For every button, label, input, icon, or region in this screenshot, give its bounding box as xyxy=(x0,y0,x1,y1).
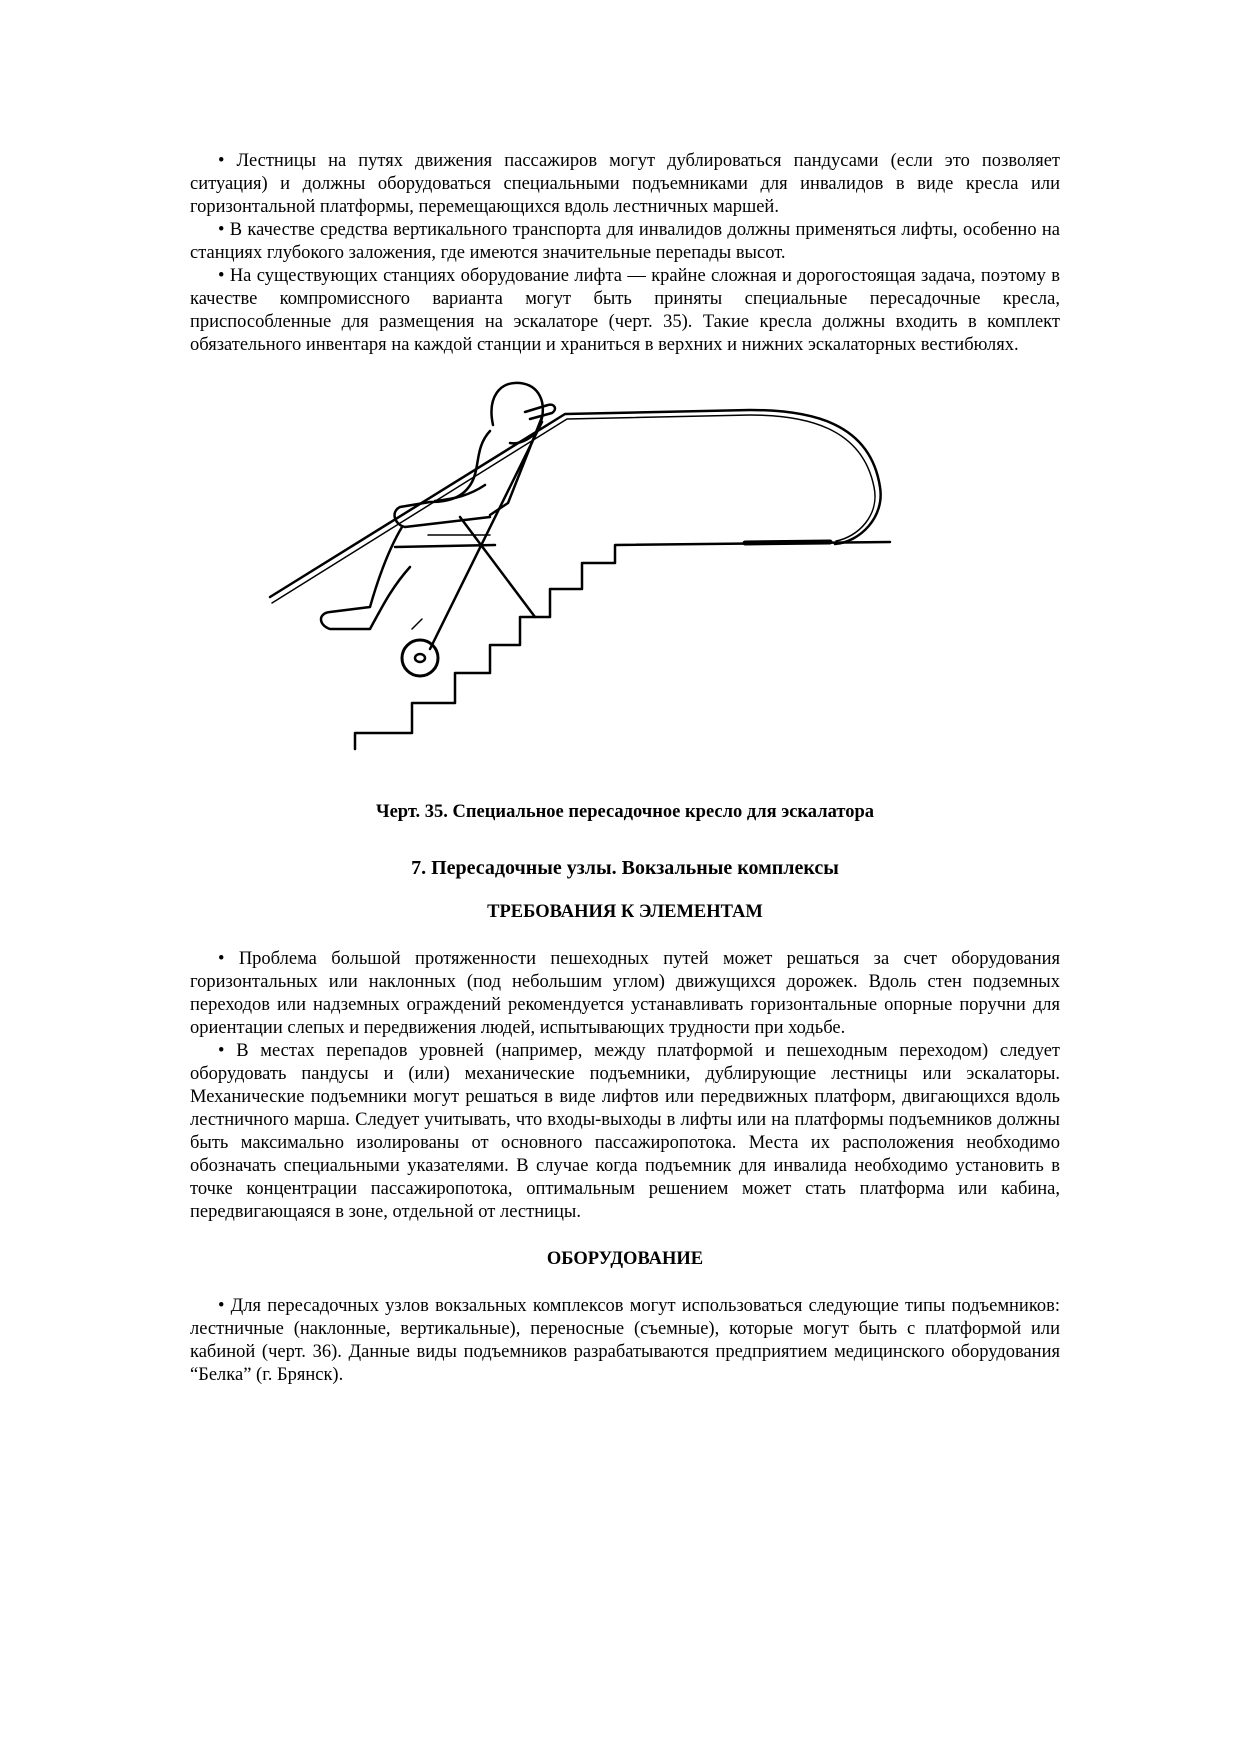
paragraph-moving-walkways: • Проблема большой протяженности пешеходных путей может решаться за счет оборудования горизонтальных или наклонных (под небольшим углом) движущихся дорожек. Вдоль стен подземных переходов или надземных ограждений рекомендуется устанавливать горизонтальные опорные поручни для ориентации слепых и передвижения людей, испытывающих трудности при ходьбе. xyxy=(190,949,1060,1038)
page-content xyxy=(190,150,1060,1387)
escalator-handrail xyxy=(270,410,881,597)
paragraph-lifts: • В качестве средства вертикального транспорта для инвалидов должны применяться лифты, особенно на станциях глубокого заложения, где имеются значительные перепады высот. xyxy=(190,220,1060,263)
section-title: 7. Пересадочные узлы. Вокзальные комплексы xyxy=(411,857,839,879)
escalator-chair-drawing xyxy=(190,367,1060,797)
person-arm xyxy=(435,485,485,501)
chair-handle xyxy=(525,405,555,419)
paragraph-stair-ramps: • Лестницы на путях движения пассажиров могут дублироваться пандусами (если это позволяет ситуация) и должны оборудоваться специальными подъемниками для инвалидов в виде кресла или горизонтальной платформы, перемещающихся вдоль лестничных маршей. xyxy=(190,151,1060,217)
person-body xyxy=(395,431,490,527)
escalator-steps xyxy=(355,542,890,749)
figure-caption: Черт. 35. Специальное пересадочное кресло для эскалатора xyxy=(376,802,874,822)
person-leg xyxy=(321,527,410,629)
paragraph-level-changes: • В местах перепадов уровней (например, между платформой и пешеходным переходом) следует оборудовать пандусы и (или) механические подъемники, дублирующие лестницы или эскалаторы. Механические подъемники могут решаться в виде лифтов или передвижных платформ, двигающихся вдоль лестничного марша. Следует учитывать, что входы-выходы в лифты или на платформы подъемников должны быть максимально изолированы от основного пассажиропотока. Места их расположения необходимо обозначать специальными указателями. В случае когда подъемник для инвалида необходимо установить в точке концентрации пассажиропотока, оптимальным решением может стать платформа или кабина, передвигающаяся в зоне, отдельной от лестницы. xyxy=(190,1041,1060,1222)
requirements-heading: ТРЕБОВАНИЯ К ЭЛЕМЕНТАМ xyxy=(487,902,763,922)
figure-escalator-chair xyxy=(190,367,1060,827)
equipment-heading: ОБОРУДОВАНИЕ xyxy=(546,1249,704,1269)
paragraph-transfer-chairs: • На существующих станциях оборудование лифта — крайне сложная и дорогостоящая задача, поэтому в качестве компромиссного варианта могут быть приняты специальные пересадочные кресла, приспособленные для размещения на эскалаторе (черт. 35). Такие кресла должны входить в комплект обязательного инвентаря на каждой станции и храниться в верхних и нижних эскалаторных вестибюлях. xyxy=(190,266,1060,355)
paragraph-lift-types: • Для пересадочных узлов вокзальных комплексов могут использоваться следующие типы подъемников: лестничные (наклонные, вертикальные), переносные (съемные), которые могут быть с платформой или кабиной (черт. 36). Данные виды подъемников разрабатываются предприятием медицинского оборудования “Белка” (г. Брянск). xyxy=(190,1296,1060,1385)
escalator-comb-plate xyxy=(745,542,830,543)
chair-wheel xyxy=(402,640,438,676)
